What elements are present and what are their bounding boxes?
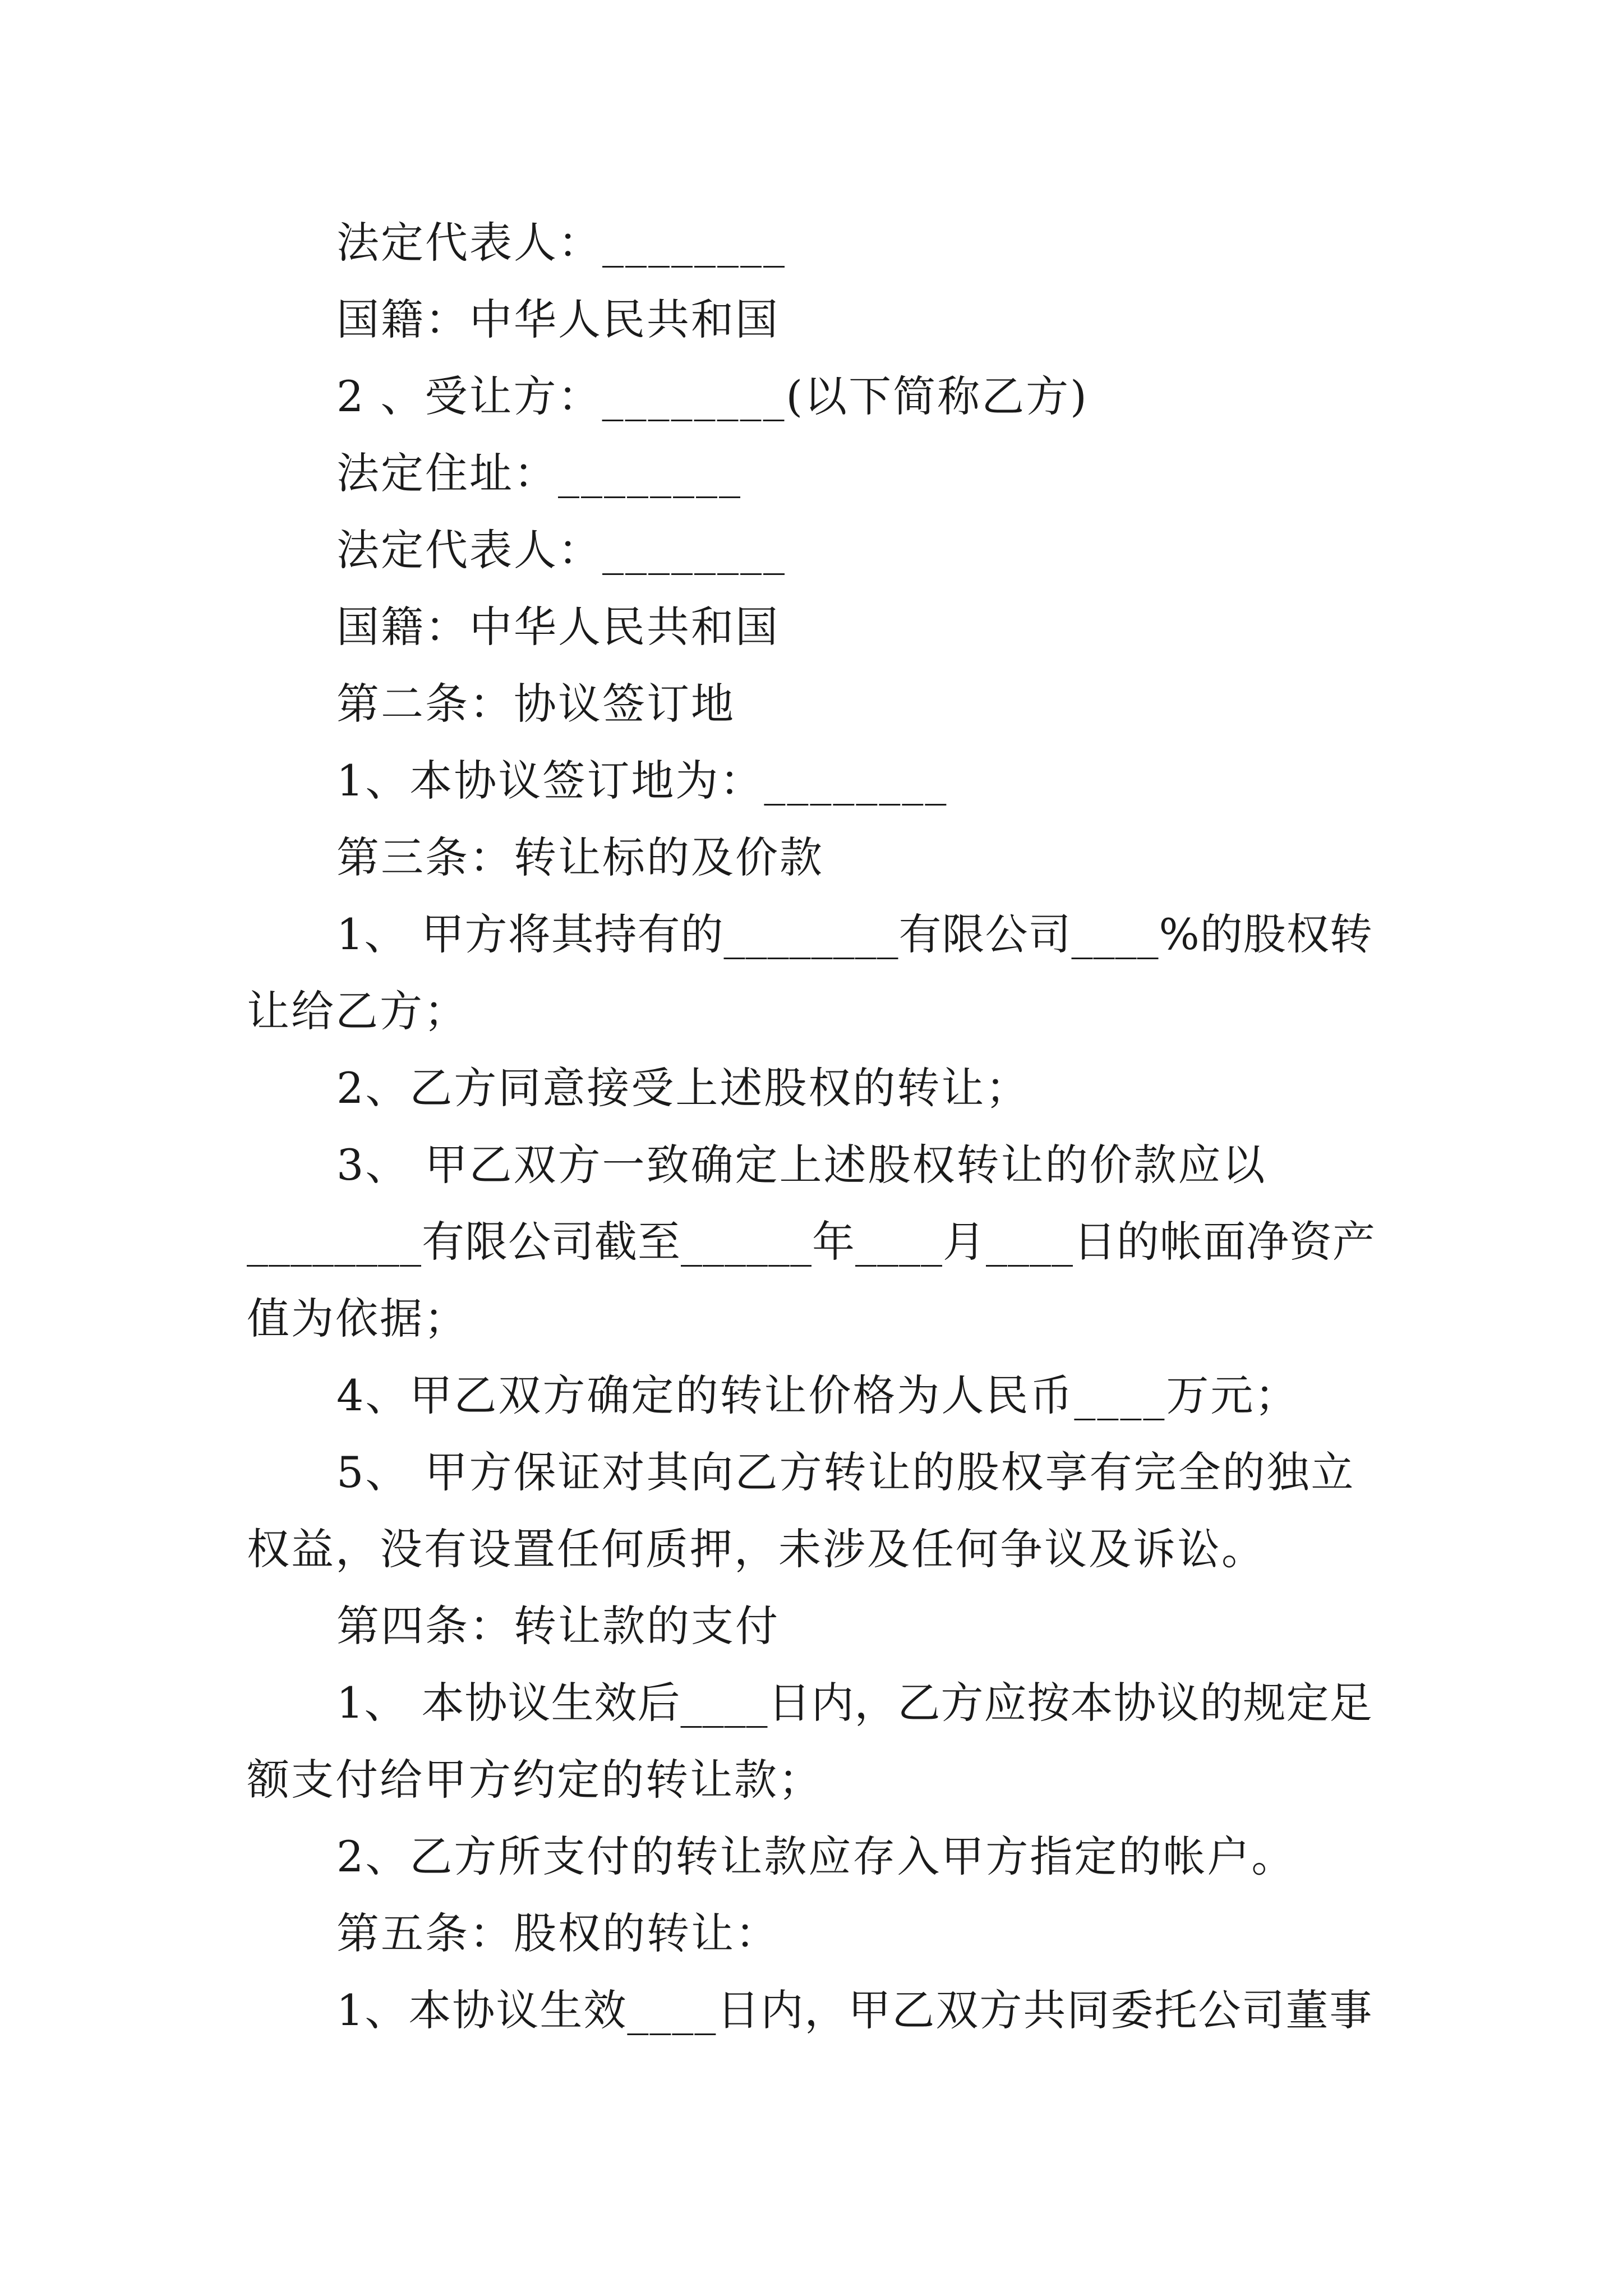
text-line: 法定住址：________ xyxy=(336,448,742,498)
text-line: 1、本协议生效____日内，甲乙双方共同委托公司董事 xyxy=(336,1985,1373,2035)
text-line: 额支付给甲方约定的转让款； xyxy=(247,1755,823,1805)
text-line: 2、乙方所支付的转让款应存入甲方指定的帐户。 xyxy=(336,1832,1296,1881)
text-line: 4、甲乙双方确定的转让价格为人民币____万元； xyxy=(336,1370,1299,1420)
text-line: 值为依据； xyxy=(247,1294,468,1343)
text-line: 2、乙方同意接受上述股权的转让； xyxy=(336,1063,1030,1113)
section-heading: 第四条：转让款的支付 xyxy=(336,1601,780,1651)
text-line: 法定代表人：________ xyxy=(336,525,786,575)
text-line: 1、 甲方将其持有的________有限公司____%的股权转 xyxy=(336,909,1373,959)
section-heading: 第三条：转让标的及价款 xyxy=(336,832,824,882)
text-line: 3、 甲乙双方一致确定上述股权转让的价款应以 xyxy=(336,1140,1267,1190)
text-line: 1、本协议签订地为：________ xyxy=(336,756,948,806)
text-line: 5、 甲方保证对其向乙方转让的股权享有完全的独立 xyxy=(336,1447,1355,1497)
section-heading: 第二条：协议签订地 xyxy=(336,679,735,729)
text-line: ________有限公司截至______年____月____日的帐面净资产 xyxy=(247,1217,1376,1267)
text-line: 2 、受让方：________(以下简称乙方) xyxy=(336,371,1089,421)
text-line: 法定代表人：________ xyxy=(336,218,786,268)
text-line: 权益，没有设置任何质押，未涉及任何争议及诉讼。 xyxy=(247,1524,1266,1574)
text-line: 国籍：中华人民共和国 xyxy=(336,602,780,652)
text-line: 国籍：中华人民共和国 xyxy=(336,295,780,344)
text-line: 让给乙方； xyxy=(247,986,468,1036)
section-heading: 第五条：股权的转让： xyxy=(336,1908,780,1958)
text-line: 1、 本协议生效后____日内，乙方应按本协议的规定足 xyxy=(336,1678,1373,1728)
